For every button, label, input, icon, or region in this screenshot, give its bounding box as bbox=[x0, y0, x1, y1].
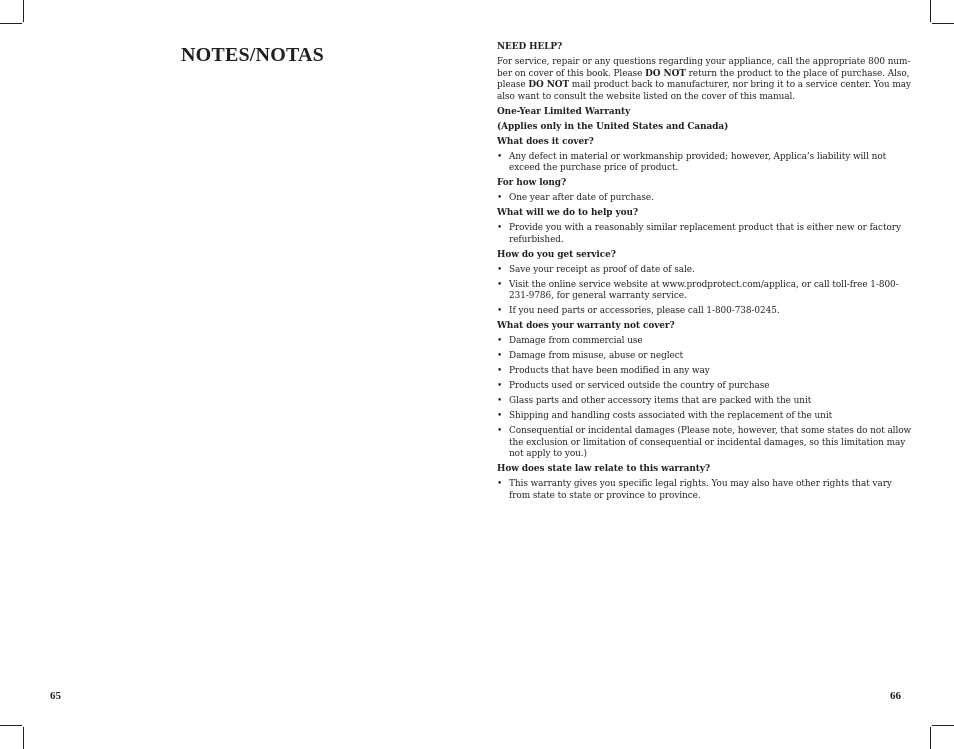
crop-mark bbox=[932, 23, 954, 24]
bullet-icon: • bbox=[497, 479, 503, 490]
list-item-text: Provide you with a reasonably similar replacement product that is either new or factory refurbished. bbox=[509, 223, 901, 245]
list-item-text: Visit the online service website at www.prodprotect.com/applica, or call toll-free 1-800-231-9786, for general warranty service. bbox=[509, 279, 899, 302]
crop-mark bbox=[930, 727, 931, 749]
list-item-text: Any defect in material or workmanship provided; however, Applica’s liability will not exceed the purchase price of product. bbox=[509, 151, 887, 174]
bullet-icon: • bbox=[497, 351, 503, 362]
page-title: NOTES/NOTAS bbox=[181, 44, 324, 66]
list-item bbox=[497, 265, 913, 277]
section-heading: What does your warranty not cover? bbox=[497, 321, 675, 332]
page-number-left: 65 bbox=[50, 690, 61, 702]
list-item-text: One year after date of purchase. bbox=[509, 193, 654, 204]
list-item-text: Damage from commercial use bbox=[509, 336, 643, 347]
page-number-right: 66 bbox=[890, 690, 901, 702]
section-heading: For how long? bbox=[497, 178, 567, 189]
need-help-emphasis: DO NOT bbox=[528, 80, 570, 91]
bullet-icon: • bbox=[497, 366, 503, 377]
list-item bbox=[497, 193, 913, 205]
list-item bbox=[497, 351, 913, 363]
need-help-paragraph bbox=[497, 57, 913, 103]
need-help-text: mail product back to manufacturer, nor bring it to a service center. You may also want to consult the website listed on the cover of this manual. bbox=[497, 80, 911, 102]
bullet-icon: • bbox=[497, 381, 503, 392]
need-help-emphasis: DO NOT bbox=[645, 68, 686, 79]
bullet-icon: • bbox=[497, 426, 503, 437]
bullet-icon: • bbox=[497, 279, 503, 290]
section-heading: What does it cover? bbox=[497, 136, 594, 147]
list-item bbox=[497, 426, 913, 461]
crop-mark bbox=[930, 0, 931, 22]
bullet-icon: • bbox=[497, 306, 503, 317]
warranty-subtitle: (Applies only in the United States and Canada) bbox=[497, 121, 729, 132]
list-item-text: Consequential or incidental damages (Please note, however, that some states do not allow the exclusion or limitation of consequential or incidental damages, so this limitation may not apply to you.) bbox=[509, 426, 912, 460]
list-item bbox=[497, 336, 913, 348]
list-item bbox=[497, 396, 913, 408]
list-item bbox=[497, 479, 913, 502]
need-help-text: For service, repair or any questions regarding your appliance, call the appropriate 800 num-ber on cover of this book. Please bbox=[497, 56, 911, 79]
section-heading: How do you get service? bbox=[497, 249, 616, 260]
warranty-column bbox=[497, 42, 913, 506]
warranty-sections bbox=[497, 137, 913, 503]
warranty-title: One-Year Limited Warranty bbox=[497, 106, 631, 117]
crop-mark bbox=[23, 727, 24, 749]
need-help-heading: NEED HELP? bbox=[497, 42, 563, 52]
list-item-text: Products used or serviced outside the country of purchase bbox=[509, 381, 770, 392]
list-item-text: This warranty gives you specific legal rights. You may also have other rights that vary from state to state or province to province. bbox=[509, 479, 892, 501]
bullet-icon: • bbox=[497, 264, 503, 275]
list-item bbox=[497, 381, 913, 393]
bullet-icon: • bbox=[497, 223, 503, 234]
bullet-icon: • bbox=[497, 193, 503, 204]
list-item-text: Shipping and handling costs associated with the replacement of the unit bbox=[509, 411, 833, 422]
crop-mark bbox=[23, 0, 24, 22]
list-item bbox=[497, 306, 913, 318]
crop-mark bbox=[932, 725, 954, 726]
bullet-icon: • bbox=[497, 411, 503, 422]
list-item bbox=[497, 152, 913, 175]
bullet-icon: • bbox=[497, 151, 503, 162]
list-item bbox=[497, 280, 913, 303]
list-item-text: Save your receipt as proof of date of sale. bbox=[509, 264, 695, 275]
section-heading: How does state law relate to this warranty? bbox=[497, 464, 711, 475]
list-item-text: Products that have been modified in any way bbox=[509, 366, 710, 377]
list-item bbox=[497, 366, 913, 378]
list-item bbox=[497, 411, 913, 423]
need-help-text: return the product to the place of purchase. Also, please bbox=[497, 68, 910, 91]
list-item-text: If you need parts or accessories, please call 1-800-738-0245. bbox=[509, 306, 780, 317]
crop-mark bbox=[0, 23, 22, 24]
bullet-icon: • bbox=[497, 336, 503, 347]
crop-mark bbox=[0, 725, 22, 726]
section-heading: What will we do to help you? bbox=[497, 208, 638, 219]
bullet-icon: • bbox=[497, 396, 503, 407]
list-item bbox=[497, 223, 913, 246]
list-item-text: Damage from misuse, abuse or neglect bbox=[509, 351, 684, 362]
list-item-text: Glass parts and other accessory items that are packed with the unit bbox=[509, 396, 812, 407]
